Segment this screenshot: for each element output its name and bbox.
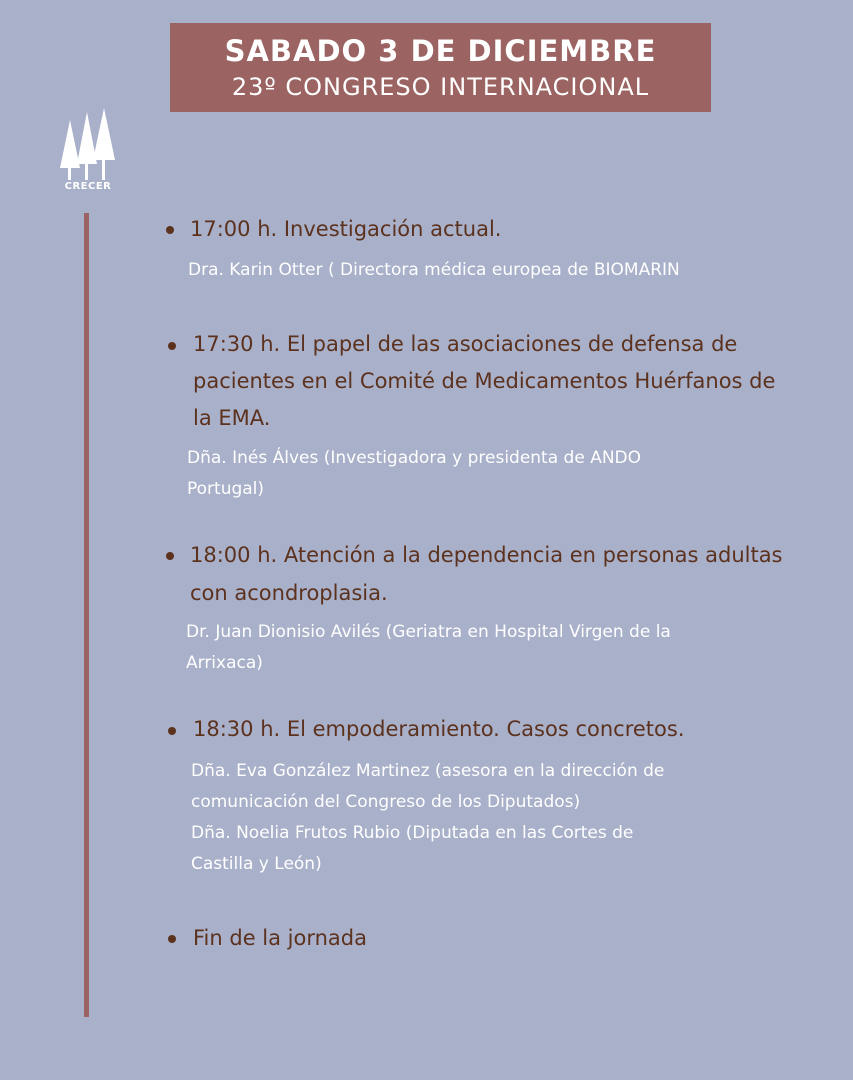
bullet-icon <box>168 342 176 350</box>
item-speaker: Dña. Eva González Martinez (asesora en la dirección de <box>191 761 665 781</box>
logo-text: CRECER <box>64 181 112 192</box>
item-speaker: Dr. Juan Dionisio Avilés (Geriatra en Hospital Virgen de la <box>186 622 671 642</box>
item-title: 18:30 h. El empoderamiento. Casos concretos. <box>193 717 685 741</box>
item-speaker: comunicación del Congreso de los Diputados) <box>191 792 581 812</box>
item-speaker: Portugal) <box>187 479 265 499</box>
item-title: con acondroplasia. <box>190 581 388 605</box>
item-title: 17:30 h. El papel de las asociaciones de defensa de <box>193 332 738 356</box>
page-subtitle: 23º CONGRESO INTERNACIONAL <box>231 73 650 101</box>
bullet-icon <box>166 552 174 560</box>
item-title: la EMA. <box>193 406 271 430</box>
timeline-line <box>84 213 89 1017</box>
item-speaker: Dña. Noelia Frutos Rubio (Diputada en las Cortes de <box>191 823 634 843</box>
bullet-icon <box>168 935 176 943</box>
item-speaker: Castilla y León) <box>191 854 322 874</box>
item-title: Fin de la jornada <box>193 926 367 950</box>
item-speaker: Dra. Karin Otter ( Directora médica europea de BIOMARIN <box>188 260 680 280</box>
item-title: 17:00 h. Investigación actual. <box>190 217 502 241</box>
bullet-icon <box>168 727 176 735</box>
bullet-icon <box>166 226 174 234</box>
header-banner <box>170 23 711 112</box>
item-title: pacientes en el Comité de Medicamentos Huérfanos de <box>193 369 776 393</box>
item-title: 18:00 h. Atención a la dependencia en personas adultas <box>190 543 783 567</box>
item-speaker: Arrixaca) <box>186 653 263 673</box>
page-title: SABADO 3 DE DICIEMBRE <box>224 34 657 68</box>
item-speaker: Dña. Inés Álves (Investigadora y presidenta de ANDO <box>187 448 642 468</box>
